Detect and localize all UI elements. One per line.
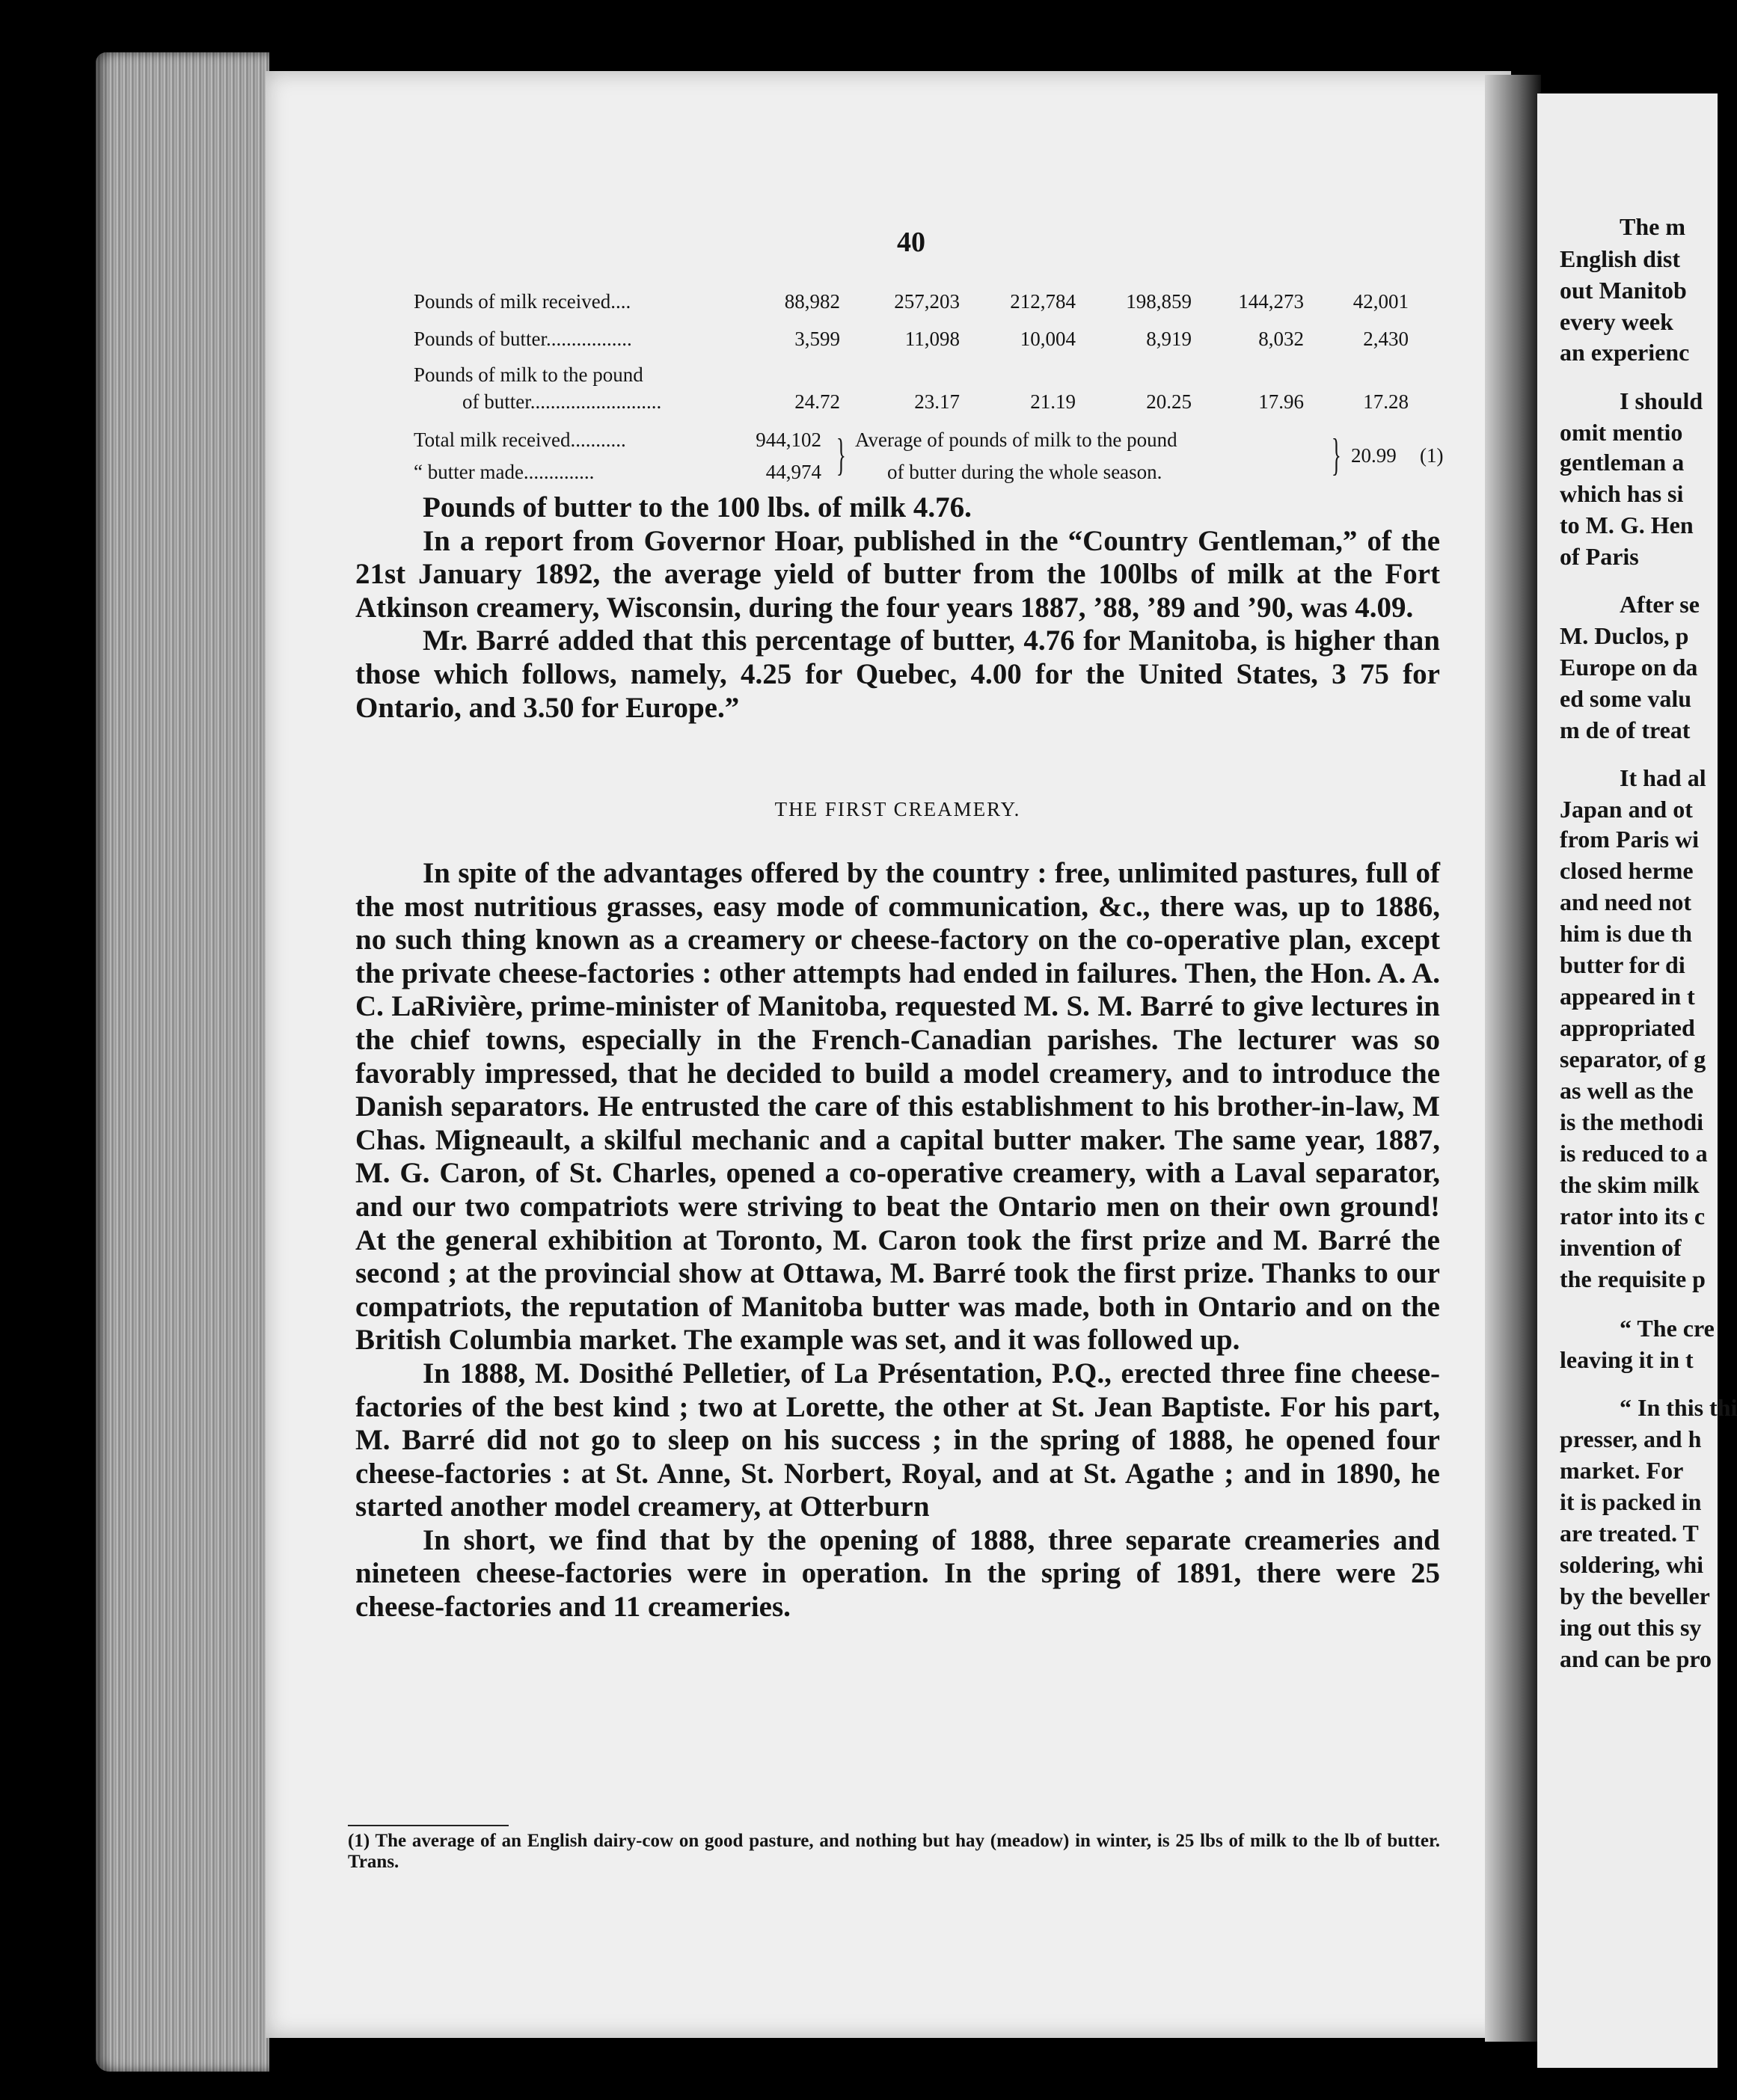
left-brace: } [836,430,846,479]
right-page-line: After se [1620,591,1700,618]
table-cell: 3,599 [794,328,840,350]
right-page-line: him is due th [1560,920,1692,947]
right-page-line: m de of treat [1560,716,1691,743]
table-cell: 212,784 [1010,290,1076,313]
right-page-line: out Manitob [1560,277,1687,304]
right-page-line: an experienc [1560,339,1690,366]
row-label: “ butter made.............. [414,461,595,483]
table-cell: 11,098 [904,328,960,350]
table-cell: 198,859 [1126,290,1192,313]
right-page-line: which has si [1560,480,1684,507]
book-gutter [1485,75,1541,2042]
footnote-rule [348,1825,509,1826]
right-page-line: from Paris wi [1560,826,1700,853]
right-page-line: and can be pro [1560,1645,1712,1672]
season-note-line-1: Average of pounds of milk to the pound [855,429,1177,451]
right-page-line: are treated. T [1560,1520,1699,1547]
right-page-line: the skim milk [1560,1171,1700,1198]
right-page-line: “ In this thi [1620,1394,1737,1421]
section-heading: THE FIRST CREAMERY. [774,798,1021,820]
right-page-line: presser, and h [1560,1425,1702,1452]
right-page-line: by the beveller [1560,1582,1710,1609]
right-page-line: is reduced to a [1560,1140,1708,1167]
table-row [410,363,1457,390]
right-page-line: is the methodi [1560,1108,1703,1135]
right-page-line: separator, of g [1560,1046,1706,1072]
table-row [410,328,1457,354]
table-cell: 17.28 [1363,390,1409,413]
season-average-value: 20.99 [1351,444,1397,467]
footnote: (1) The average of an English dairy-cow on good pasture, and nothing but hay (meadow) in winter, is 25 lbs of milk to the lb of butter. Trans. [348,1831,1440,1872]
paragraph: In 1888, M. Dosithé Pelletier, of La Présentation, P.Q., erected three fine cheese-factories of the best kind ; two at Lorette, the other at St. Jean Baptiste. For his part, M. Barré did not go to sleep on his success ; in the spring of 1888, he opened four cheese-factories : at St. Anne, St. Norbert, Royal, and at St. Agathe ; and in 1890, he started another model creamery, at Otterburn [355,1357,1440,1523]
right-page-line: of Paris [1560,543,1639,570]
row-label: of butter.......................... [462,390,662,413]
right-page-line: English dist [1560,245,1680,272]
paragraph: In spite of the advantages offered by the country : free, unlimited pastures, full of the most nutritious grasses, easy mode of communication, &c., there was, up to 1886, no such thing known as a creamery or cheese-factory on the co-operative plan, except the private cheese-factories : other attempts had ended in failures. Then, the Hon. A. A. C. LaRivière, prime-minister of Manitoba, requested M. S. M. Barré to give lectures in the chief towns, especially in the French-Canadian parishes. The lecturer was so favorably impressed, that he decided to build a model creamery, and to introduce the Danish separators. He entrusted the care of this establishment to his brother-in-law, M Chas. Migneault, a skilful mechanic and a capital butter maker. The same year, 1887, M. G. Caron, of St. Charles, opened a co-operative creamery, with a Laval separator, and our two compatriots were striving to beat the Ontario men on their own ground! At the general exhibition at Toronto, M. Caron took the first prize and M. Barré the second ; at the provincial show at Ottawa, M. Barré took the first prize. Thanks to our compatriots, the reputation of Manitoba butter was made, both in Ontario and on the British Columbia market. The example was set, and it was followed up. [355,857,1440,1357]
right-page-line: soldering, whi [1560,1551,1704,1578]
right-page-line: as well as the [1560,1077,1694,1104]
right-page-line: leaving it in t [1560,1346,1694,1373]
right-page-line: market. For [1560,1457,1684,1484]
book-page-edge [96,52,269,2072]
table-cell: 8,032 [1258,328,1304,350]
right-page-line: appropriated [1560,1014,1695,1041]
row-label: Total milk received........... [414,429,626,451]
table-row [410,290,1457,317]
right-page-line: Japan and ot [1560,796,1693,823]
right-page-line: appeared in t [1560,983,1695,1010]
row-label: Pounds of milk to the pound [414,363,643,386]
right-brace: } [1331,430,1341,479]
paragraph: Mr. Barré added that this percentage of butter, 4.76 for Manitoba, is higher than those which follows, namely, 4.25 for Quebec, 4.00 for the United States, 3 75 for Ontario, and 3.50 for Europe.” [355,624,1440,724]
right-page-line: to M. G. Hen [1560,512,1694,538]
paragraph: Pounds of butter to the 100 lbs. of milk 4.76. [423,491,972,524]
body-text-section [355,857,1440,1624]
season-note-line-2: of butter during the whole season. [887,461,1162,483]
right-page-line: it is packed in [1560,1488,1702,1515]
table-cell: 17.96 [1258,390,1304,413]
right-page-line: The m [1620,213,1685,240]
right-page-line: I should [1620,387,1703,414]
right-page-line: Europe on da [1560,654,1698,681]
page-number: 40 [897,227,925,258]
right-page-line: invention of [1560,1234,1682,1261]
paragraph: In a report from Governor Hoar, published in the “Country Gentleman,” of the 21st January 1892, the average yield of butter from the 100lbs of milk at the Fort Atkinson creamery, Wisconsin, during the four years 1887, ’88, ’89 and ’90, was 4.09. [355,524,1440,624]
body-text-top [355,491,1440,725]
table-cell: 23.17 [914,390,960,413]
table-cell: 20.25 [1146,390,1192,413]
row-label: Pounds of butter................. [414,328,632,350]
right-page-line: closed herme [1560,857,1694,884]
table-cell: 21.19 [1030,390,1076,413]
footnote-mark: (1) [1420,444,1444,467]
right-page-line: M. Duclos, p [1560,622,1689,649]
table-cell: 144,273 [1238,290,1304,313]
right-page-line: ed some valu [1560,685,1691,712]
table-cell: 257,203 [894,290,960,313]
table-cell: 10,004 [1020,328,1076,350]
right-page-line: and need not [1560,888,1692,915]
row-label: Pounds of milk received.... [414,290,631,313]
table-cell: 944,102 [756,429,821,451]
paragraph: In short, we find that by the opening of 1888, three separate creameries and nineteen cheese-factories were in operation. In the spring of 1891, there were 25 cheese-factories and 11 creameries. [355,1523,1440,1624]
right-page [1537,93,1737,2068]
right-page-line: every week [1560,308,1673,335]
right-page-line: It had al [1620,764,1706,791]
right-page-line: butter for di [1560,951,1685,978]
right-page-line: the requisite p [1560,1265,1706,1292]
table-cell: 44,974 [765,461,821,483]
table-cell: 88,982 [784,290,840,313]
table-cell: 24.72 [794,390,840,413]
right-page-line: gentleman a [1560,449,1685,476]
table-cell: 42,001 [1352,290,1409,313]
table-cell: 2,430 [1363,328,1409,350]
table-row [410,390,1457,417]
table-cell: 8,919 [1146,328,1192,350]
right-page-line: rator into its c [1560,1203,1706,1229]
right-page-line: ing out this sy [1560,1614,1702,1641]
right-page-line: omit mentio [1560,419,1683,446]
right-page-line: “ The cre [1620,1315,1715,1342]
